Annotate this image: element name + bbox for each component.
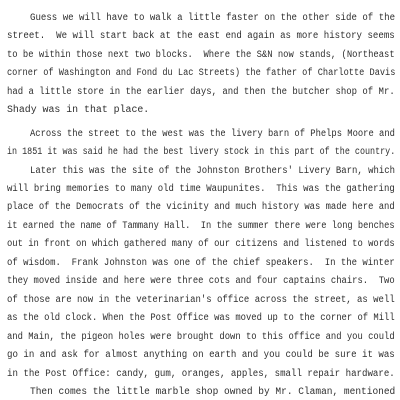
text-line: place of the Democrats of the vicinity and much history was made here and — [7, 201, 395, 212]
text-line: and Main, the pigeon holes were brought down to this office and you could — [7, 331, 395, 342]
text-line: of those are now in the veterinarian's office across the street, as well — [7, 294, 395, 305]
text-line: in the Post Office: candy, gum, oranges, apples, small repair hardware. — [7, 368, 395, 379]
text-line: will bring memories to many old time Waupunites. This was the gathering — [7, 183, 395, 194]
text-line: of wisdom. Frank Johnston was one of the chief speakers. In the winter — [7, 257, 395, 268]
text-line: Guess we will have to walk a little faster on the other side of the — [30, 12, 396, 23]
text-line: Shady was in that place. — [7, 104, 150, 115]
text-line: corner of Washington and Fond du Lac Streets) the father of Charlotte Davis — [7, 67, 396, 78]
text-line: street. We will start back at the east end again as more history seems — [7, 30, 395, 41]
text-line: in 1851 it was said he had the best livery stock in this part of the country. — [7, 146, 396, 157]
text-line: had a little store in the earlier days, and then the butcher shop of Mr. — [7, 86, 395, 97]
text-line: out in front on which gathered many of our citizens and listened to words — [7, 238, 395, 249]
text-line: Then comes the little marble shop owned by Mr. Claman, mentioned — [30, 386, 396, 397]
text-line: Across the street to the west was the livery barn of Phelps Moore and — [30, 128, 395, 139]
text-line: go in and ask for almost anything on earth and you could be sure it was — [7, 349, 395, 360]
text-line: Later this was the site of the Johnston Brothers' Livery Barn, which — [30, 165, 395, 176]
text-line: as the old clock. When the Post Office was moved up to the corner of Mill — [7, 312, 395, 323]
text-line: to be within those next two blocks. Where the S&N now stands, (Northeast — [7, 49, 395, 60]
text-line: it earned the name of Tammany Hall. In the summer there were long benches — [7, 220, 395, 231]
text-line: they moved inside and here were three cots and four captains chairs. Two — [7, 275, 395, 286]
